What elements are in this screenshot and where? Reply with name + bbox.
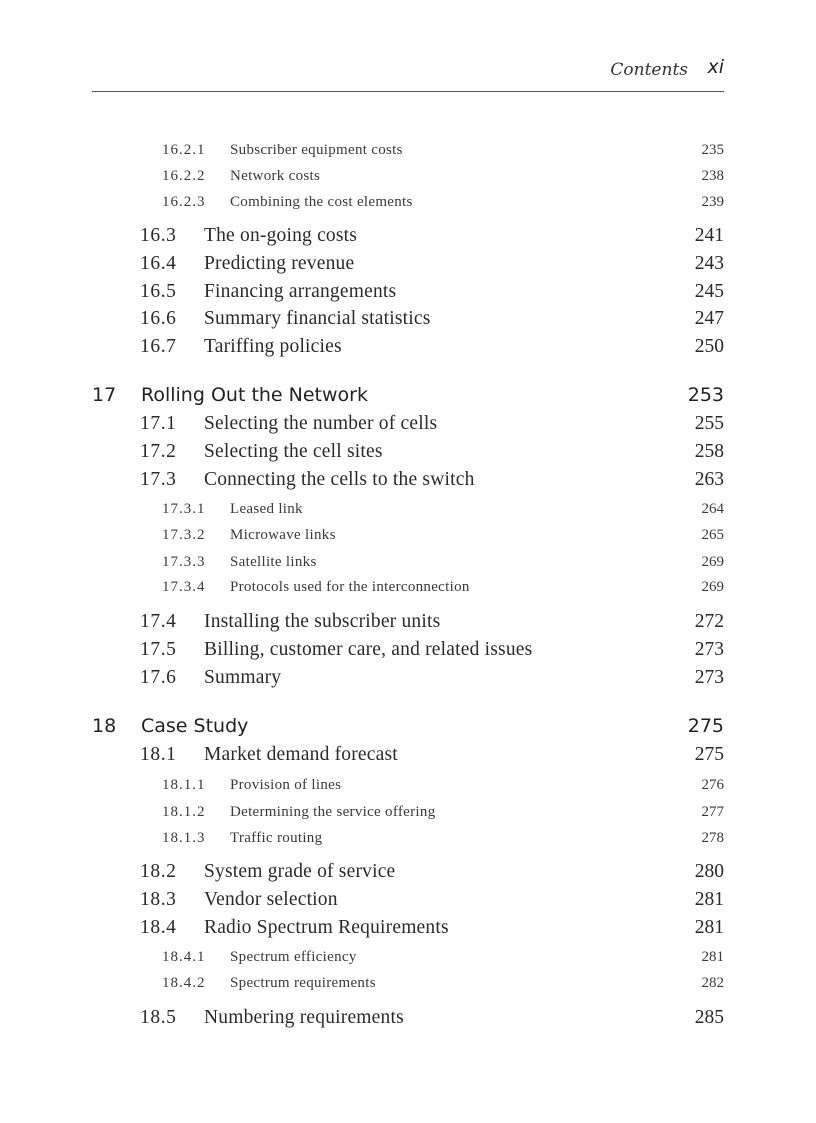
toc-entry-subsection xyxy=(0,802,724,826)
toc-entry-subsection xyxy=(0,192,724,216)
entry-number: 16.4 xyxy=(140,253,177,274)
entry-number: 18.5 xyxy=(140,1007,177,1028)
toc-entry-section xyxy=(0,667,724,691)
entry-title: Microwave links xyxy=(230,527,336,543)
entry-title: Subscriber equipment costs xyxy=(230,142,403,158)
entry-number: 18.1.1 xyxy=(162,777,206,793)
entry-page: 250 xyxy=(694,336,724,357)
entry-number: 17.6 xyxy=(140,667,177,688)
entry-number: 16.6 xyxy=(140,308,177,329)
entry-number: 16.2.2 xyxy=(162,168,206,184)
chapter-number: 18 xyxy=(92,715,117,737)
entry-title: Traffic routing xyxy=(230,830,323,846)
entry-title: Spectrum efficiency xyxy=(230,949,357,965)
entry-title: Network costs xyxy=(230,168,321,184)
entry-page: 245 xyxy=(694,281,724,302)
header-rule xyxy=(92,91,724,92)
chapter-number: 17 xyxy=(92,384,117,406)
toc-entry-chapter xyxy=(0,715,724,739)
entry-page: 239 xyxy=(701,194,724,210)
toc-entry-section xyxy=(0,861,724,885)
entry-number: 18.1.2 xyxy=(162,804,206,820)
entry-title: Billing, customer care, and related issues xyxy=(204,639,533,660)
toc-entry-subsection xyxy=(0,973,724,997)
chapter-title: Rolling Out the Network xyxy=(141,384,368,406)
entry-title: Summary financial statistics xyxy=(204,308,431,329)
entry-page: 269 xyxy=(701,554,724,570)
chapter-page: 275 xyxy=(687,715,724,737)
toc-entry-section xyxy=(0,1007,724,1031)
toc-entry-section xyxy=(0,639,724,663)
toc-entry-section xyxy=(0,336,724,360)
entry-number: 17.3.4 xyxy=(162,579,206,595)
entry-title: Connecting the cells to the switch xyxy=(204,469,475,490)
entry-title: Leased link xyxy=(230,501,303,517)
toc-entry-subsection xyxy=(0,499,724,523)
toc-entry-section xyxy=(0,744,724,768)
entry-page: 276 xyxy=(701,777,724,793)
toc-entry-section xyxy=(0,413,724,437)
entry-number: 17.4 xyxy=(140,611,177,632)
entry-number: 16.3 xyxy=(140,225,177,246)
entry-number: 17.2 xyxy=(140,441,177,462)
toc-entry-section xyxy=(0,281,724,305)
entry-page: 263 xyxy=(694,469,724,490)
entry-number: 18.3 xyxy=(140,889,177,910)
entry-title: Selecting the number of cells xyxy=(204,413,438,434)
entry-title: Combining the cost elements xyxy=(230,194,413,210)
entry-title: Installing the subscriber units xyxy=(204,611,441,632)
toc-entry-subsection xyxy=(0,947,724,971)
entry-number: 17.3.3 xyxy=(162,554,206,570)
entry-title: System grade of service xyxy=(204,861,396,882)
toc-entry-section xyxy=(0,469,724,493)
entry-number: 18.1 xyxy=(140,744,177,765)
entry-number: 17.3.1 xyxy=(162,501,206,517)
entry-title: Tariffing policies xyxy=(204,336,342,357)
entry-title: Predicting revenue xyxy=(204,253,355,274)
entry-title: Determining the service offering xyxy=(230,804,436,820)
entry-number: 17.1 xyxy=(140,413,177,434)
entry-number: 16.2.1 xyxy=(162,142,206,158)
entry-page: 255 xyxy=(694,413,724,434)
entry-number: 18.4.1 xyxy=(162,949,206,965)
entry-page: 273 xyxy=(694,639,724,660)
toc-entry-section xyxy=(0,611,724,635)
toc-entry-section xyxy=(0,308,724,332)
entry-title: Radio Spectrum Requirements xyxy=(204,917,449,938)
entry-number: 17.3.2 xyxy=(162,527,206,543)
entry-number: 17.5 xyxy=(140,639,177,660)
entry-number: 16.5 xyxy=(140,281,177,302)
entry-page: 281 xyxy=(701,949,724,965)
entry-page: 272 xyxy=(694,611,724,632)
toc-entry-section xyxy=(0,225,724,249)
entry-page: 280 xyxy=(694,861,724,882)
entry-title: Spectrum requirements xyxy=(230,975,376,991)
entry-page: 285 xyxy=(694,1007,724,1028)
toc-entry-section xyxy=(0,917,724,941)
entry-title: Protocols used for the interconnection xyxy=(230,579,470,595)
entry-title: Provision of lines xyxy=(230,777,342,793)
toc-entry-subsection xyxy=(0,525,724,549)
entry-title: Market demand forecast xyxy=(204,744,398,765)
entry-number: 16.7 xyxy=(140,336,177,357)
toc-entry-section xyxy=(0,253,724,277)
entry-title: Selecting the cell sites xyxy=(204,441,383,462)
toc-entry-subsection xyxy=(0,577,724,601)
chapter-page: 253 xyxy=(687,384,724,406)
running-head-title: Contents xyxy=(610,60,688,80)
entry-title: Financing arrangements xyxy=(204,281,397,302)
entry-number: 18.4.2 xyxy=(162,975,206,991)
entry-page: 264 xyxy=(701,501,724,517)
running-head xyxy=(92,56,724,84)
toc-entry-subsection xyxy=(0,775,724,799)
toc-entry-subsection xyxy=(0,828,724,852)
entry-page: 282 xyxy=(701,975,724,991)
entry-page: 273 xyxy=(694,667,724,688)
entry-number: 18.2 xyxy=(140,861,177,882)
entry-page: 241 xyxy=(694,225,724,246)
entry-page: 265 xyxy=(701,527,724,543)
entry-page: 269 xyxy=(701,579,724,595)
entry-page: 238 xyxy=(701,168,724,184)
entry-number: 18.4 xyxy=(140,917,177,938)
toc-entry-subsection xyxy=(0,166,724,190)
running-head-page-number: xi xyxy=(707,56,724,78)
entry-page: 275 xyxy=(694,744,724,765)
entry-page: 235 xyxy=(701,142,724,158)
entry-title: Vendor selection xyxy=(204,889,338,910)
toc-entry-subsection xyxy=(0,140,724,164)
entry-page: 243 xyxy=(694,253,724,274)
entry-number: 17.3 xyxy=(140,469,177,490)
toc-entry-section xyxy=(0,441,724,465)
entry-page: 247 xyxy=(694,308,724,329)
toc-entry-section xyxy=(0,889,724,913)
entry-page: 277 xyxy=(701,804,724,820)
entry-title: The on-going costs xyxy=(204,225,358,246)
toc-entry-chapter xyxy=(0,384,724,408)
entry-title: Numbering requirements xyxy=(204,1007,404,1028)
chapter-title: Case Study xyxy=(141,715,249,737)
entry-number: 16.2.3 xyxy=(162,194,206,210)
entry-number: 18.1.3 xyxy=(162,830,206,846)
entry-page: 258 xyxy=(694,441,724,462)
entry-title: Satellite links xyxy=(230,554,317,570)
entry-page: 278 xyxy=(701,830,724,846)
entry-page: 281 xyxy=(694,917,724,938)
entry-title: Summary xyxy=(204,667,282,688)
entry-page: 281 xyxy=(694,889,724,910)
toc-entry-subsection xyxy=(0,552,724,576)
